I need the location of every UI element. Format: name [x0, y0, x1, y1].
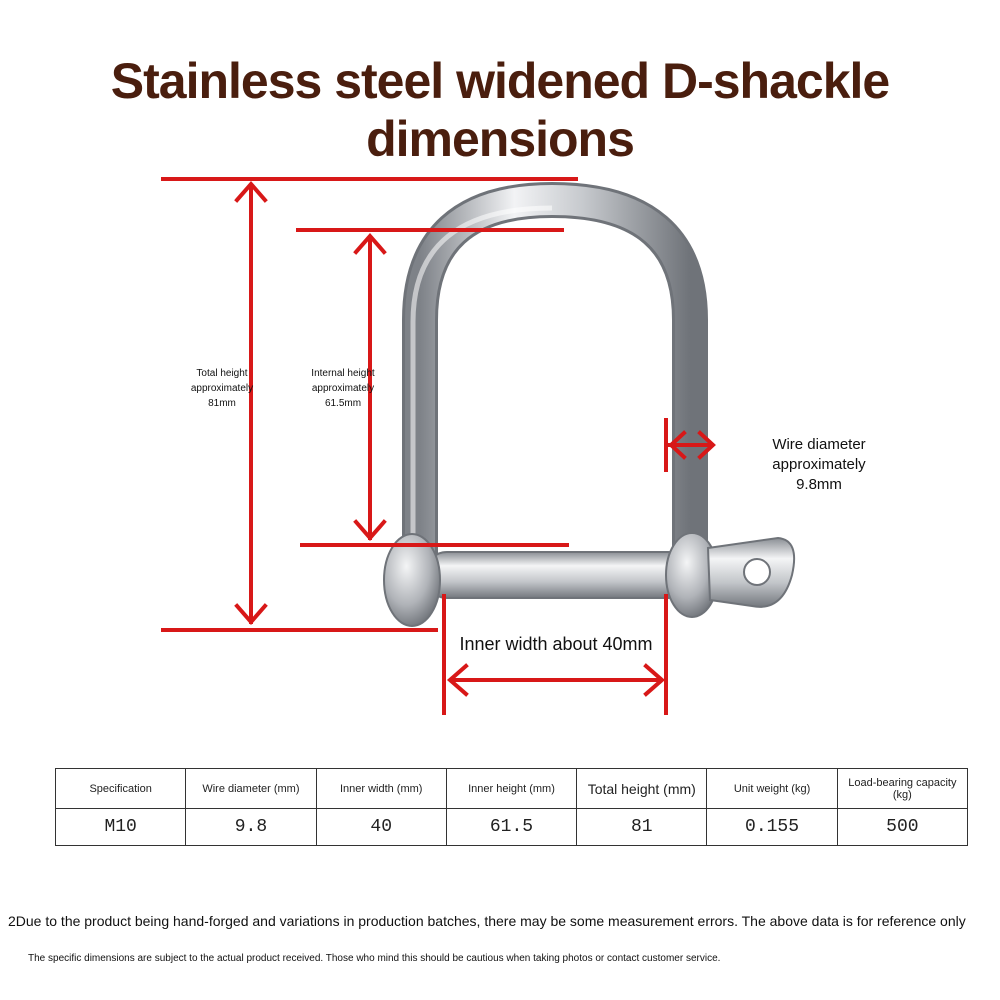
cell-inner-width: 40 [316, 809, 446, 846]
cell-wire-diameter: 9.8 [186, 809, 316, 846]
spec-table [55, 768, 968, 846]
header-specification: Specification [56, 769, 186, 809]
internal-height-label [298, 366, 388, 411]
total-height-label-line3: 81mm [208, 398, 236, 409]
internal-height-label-line2: approximately [311, 383, 375, 394]
disclaimer-subnote: The specific dimensions are subject to the actual product received. Those who mind this should be cautious when taking photos or contact customer service. [28, 953, 721, 964]
internal-height-label-line3: 61.5mm [324, 398, 362, 409]
cell-unit-weight: 0.155 [707, 809, 837, 846]
table-header-row [56, 769, 968, 809]
header-total-height: Total height (mm) [577, 769, 707, 809]
wire-diameter-label [724, 435, 914, 495]
wire-diameter-label-line2: 9.8mm [796, 476, 842, 493]
header-inner-width: Inner width (mm) [316, 769, 446, 809]
shackle-image [384, 200, 794, 626]
wire-diameter-label-line1: Wire diameter approximately [772, 436, 866, 473]
header-unit-weight: Unit weight (kg) [707, 769, 837, 809]
disclaimer-note: 2Due to the product being hand-forged and variations in production batches, there may be some measurement errors. The above data is for reference only [8, 913, 966, 929]
total-height-label-line1: Total height [196, 368, 248, 379]
header-load-capacity: Load-bearing capacity (kg) [837, 769, 967, 809]
table-row [56, 809, 968, 846]
page-title: Stainless steel widened D-shackle dimensions [110, 53, 890, 167]
header-inner-height: Inner height (mm) [446, 769, 576, 809]
inner-width-label: Inner width about 40mm [459, 634, 653, 654]
cell-inner-height: 61.5 [446, 809, 576, 846]
internal-height-label-line1: Internal height [311, 368, 375, 379]
cell-load-capacity: 500 [837, 809, 967, 846]
total-height-label-line2: approximately [190, 383, 254, 394]
total-height-label [177, 366, 267, 411]
header-wire-diameter: Wire diameter (mm) [186, 769, 316, 809]
cell-specification: M10 [56, 809, 186, 846]
cell-total-height: 81 [577, 809, 707, 846]
